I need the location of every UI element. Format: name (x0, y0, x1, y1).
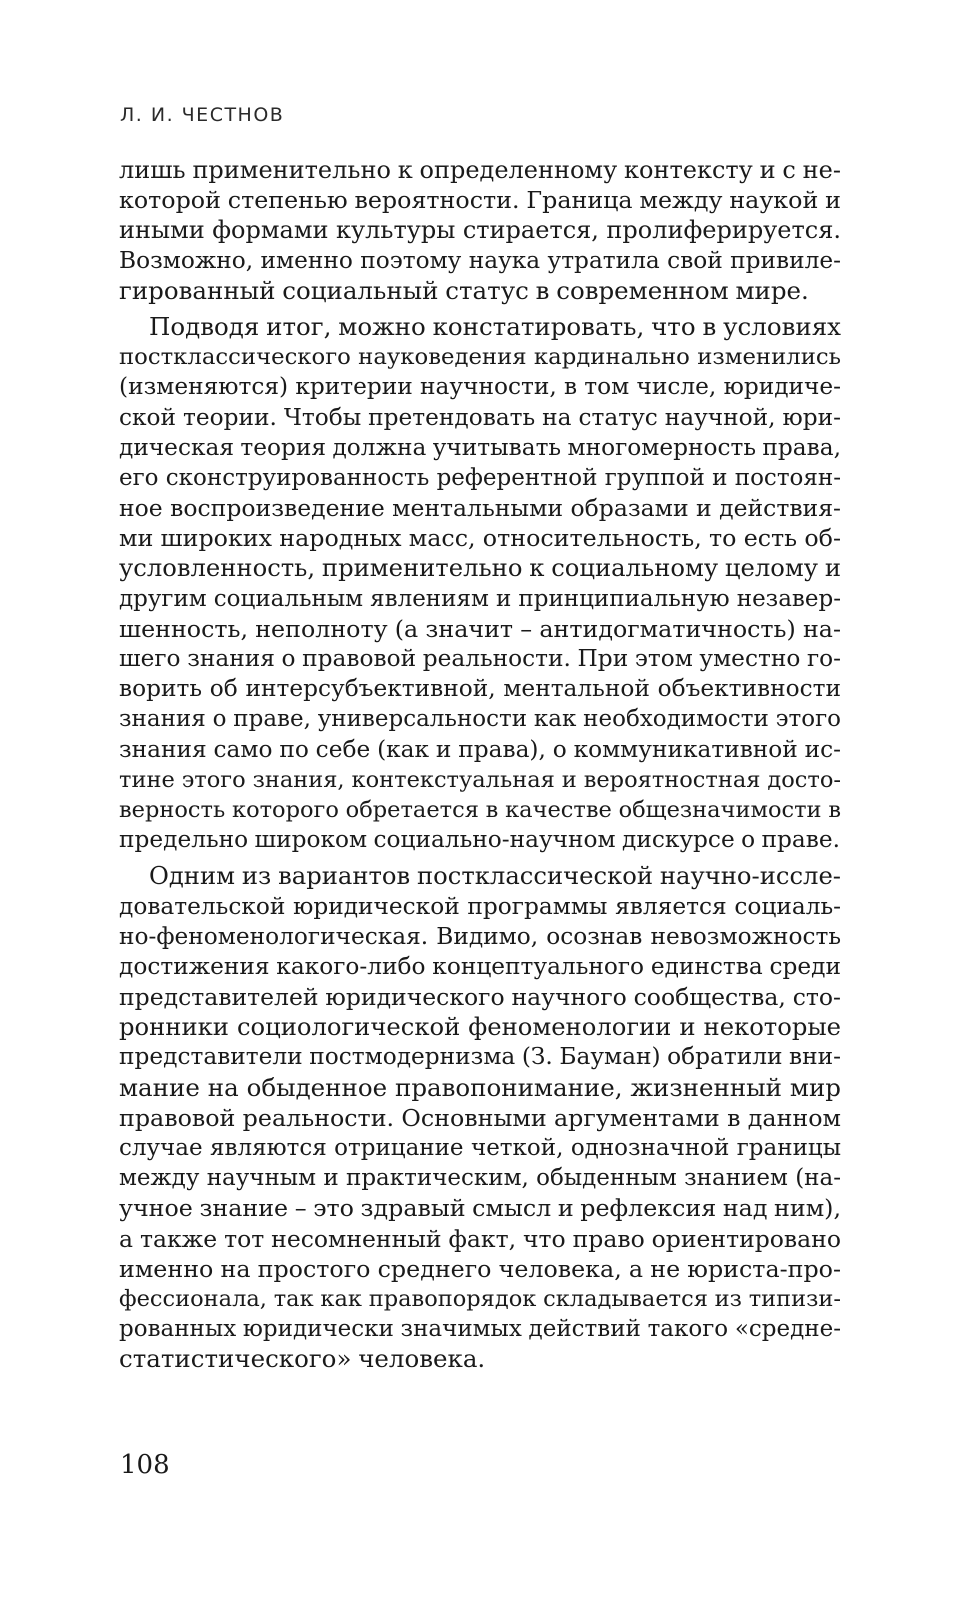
text-line: Одним из вариантов постклассической научно-иссле- (149, 861, 841, 891)
text-line: его сконструированность референтной группой и постоян- (119, 464, 841, 491)
text-line: лишь применительно к определенному контексту и с не- (119, 156, 841, 184)
page-number: 108 (120, 1450, 170, 1480)
text-line: ворить об интерсубъективной, ментальной объективности (119, 675, 841, 703)
text-line: достижения какого-либо концептуального единства среди (119, 952, 841, 980)
text-line: шенность, неполноту (а значит – антидогматичность) на- (119, 614, 841, 643)
text-line: Возможно, именно поэтому наука утратила свой привиле- (119, 246, 841, 274)
paragraph-3 (119, 861, 841, 1374)
text-line: иными формами культуры стирается, пролиферируется. (119, 216, 841, 245)
text-line: ми широких народных масс, относительность, то есть об- (119, 524, 841, 553)
text-line: условленность, применительно к социальному целому и (119, 553, 841, 583)
text-line: дическая теория должна учитывать многомерность права, (119, 433, 841, 461)
text-line: фессионала, так как правопорядок складывается из типизи- (119, 1285, 841, 1312)
text-line: но-феноменологическая. Видимо, осознав невозможность (119, 922, 841, 950)
text-line: знания само по себе (как и права), о коммуникативной ис- (119, 735, 841, 763)
text-line: между научным и практическим, обыденным знанием (на- (119, 1165, 841, 1192)
text-line: тине этого знания, контекстуальная и вероятностная досто- (119, 766, 841, 793)
text-line: довательской юридической программы является социаль- (119, 892, 841, 920)
text-line: которой степенью вероятности. Граница между наукой и (119, 186, 841, 215)
running-head: Л. И. ЧЕСТНОВ (120, 104, 285, 126)
text-line: шего знания о правовой реальности. При этом уместно го- (119, 645, 841, 672)
body-text (119, 155, 841, 1375)
text-line: мание на обыденное правопонимание, жизненный мир (119, 1072, 841, 1102)
text-line: а также тот несомненный факт, что право ориентировано (119, 1224, 841, 1253)
paragraph-1 (119, 155, 841, 306)
text-line: Подводя итог, можно констатировать, что в условиях (149, 311, 841, 341)
text-line: статистического» человека. (119, 1344, 486, 1374)
text-line: постклассического науковедения кардинально изменились (119, 344, 841, 371)
text-line: предельно широком социально-научном дискурсе о праве. (119, 826, 840, 854)
text-line: рованных юридически значимых действий такого «средне- (119, 1316, 841, 1343)
text-line: знания о праве, универсальности как необходимости этого (119, 706, 841, 733)
text-line: гированный социальный статус в современном мире. (119, 275, 809, 305)
text-line: ронники социологической феноменологии и некоторые (119, 1012, 841, 1042)
text-line: ное воспроизведение ментальными образами и действия- (119, 494, 841, 523)
text-line: верность которого обретается в качестве общезначимости в (119, 796, 841, 823)
text-line: ской теории. Чтобы претендовать на статус научной, юри- (119, 403, 841, 431)
text-line: именно на простого среднего человека, а не юриста-про- (119, 1254, 841, 1283)
paragraph-2 (119, 312, 841, 855)
text-line: (изменяются) критерии научности, в том числе, юридиче- (119, 373, 841, 401)
text-line: правовой реальности. Основными аргументами в данном (119, 1103, 841, 1132)
text-line: представители постмодернизма (З. Бауман) обратили вни- (119, 1043, 841, 1071)
text-line: случае являются отрицание четкой, однозначной границы (119, 1135, 841, 1161)
text-line: другим социальным явлениям и принципиальную незавер- (119, 585, 841, 612)
text-line: представителей юридического научного сообщества, сто- (119, 983, 841, 1012)
text-line: учное знание – это здравый смысл и рефлексия над ним), (119, 1194, 841, 1223)
